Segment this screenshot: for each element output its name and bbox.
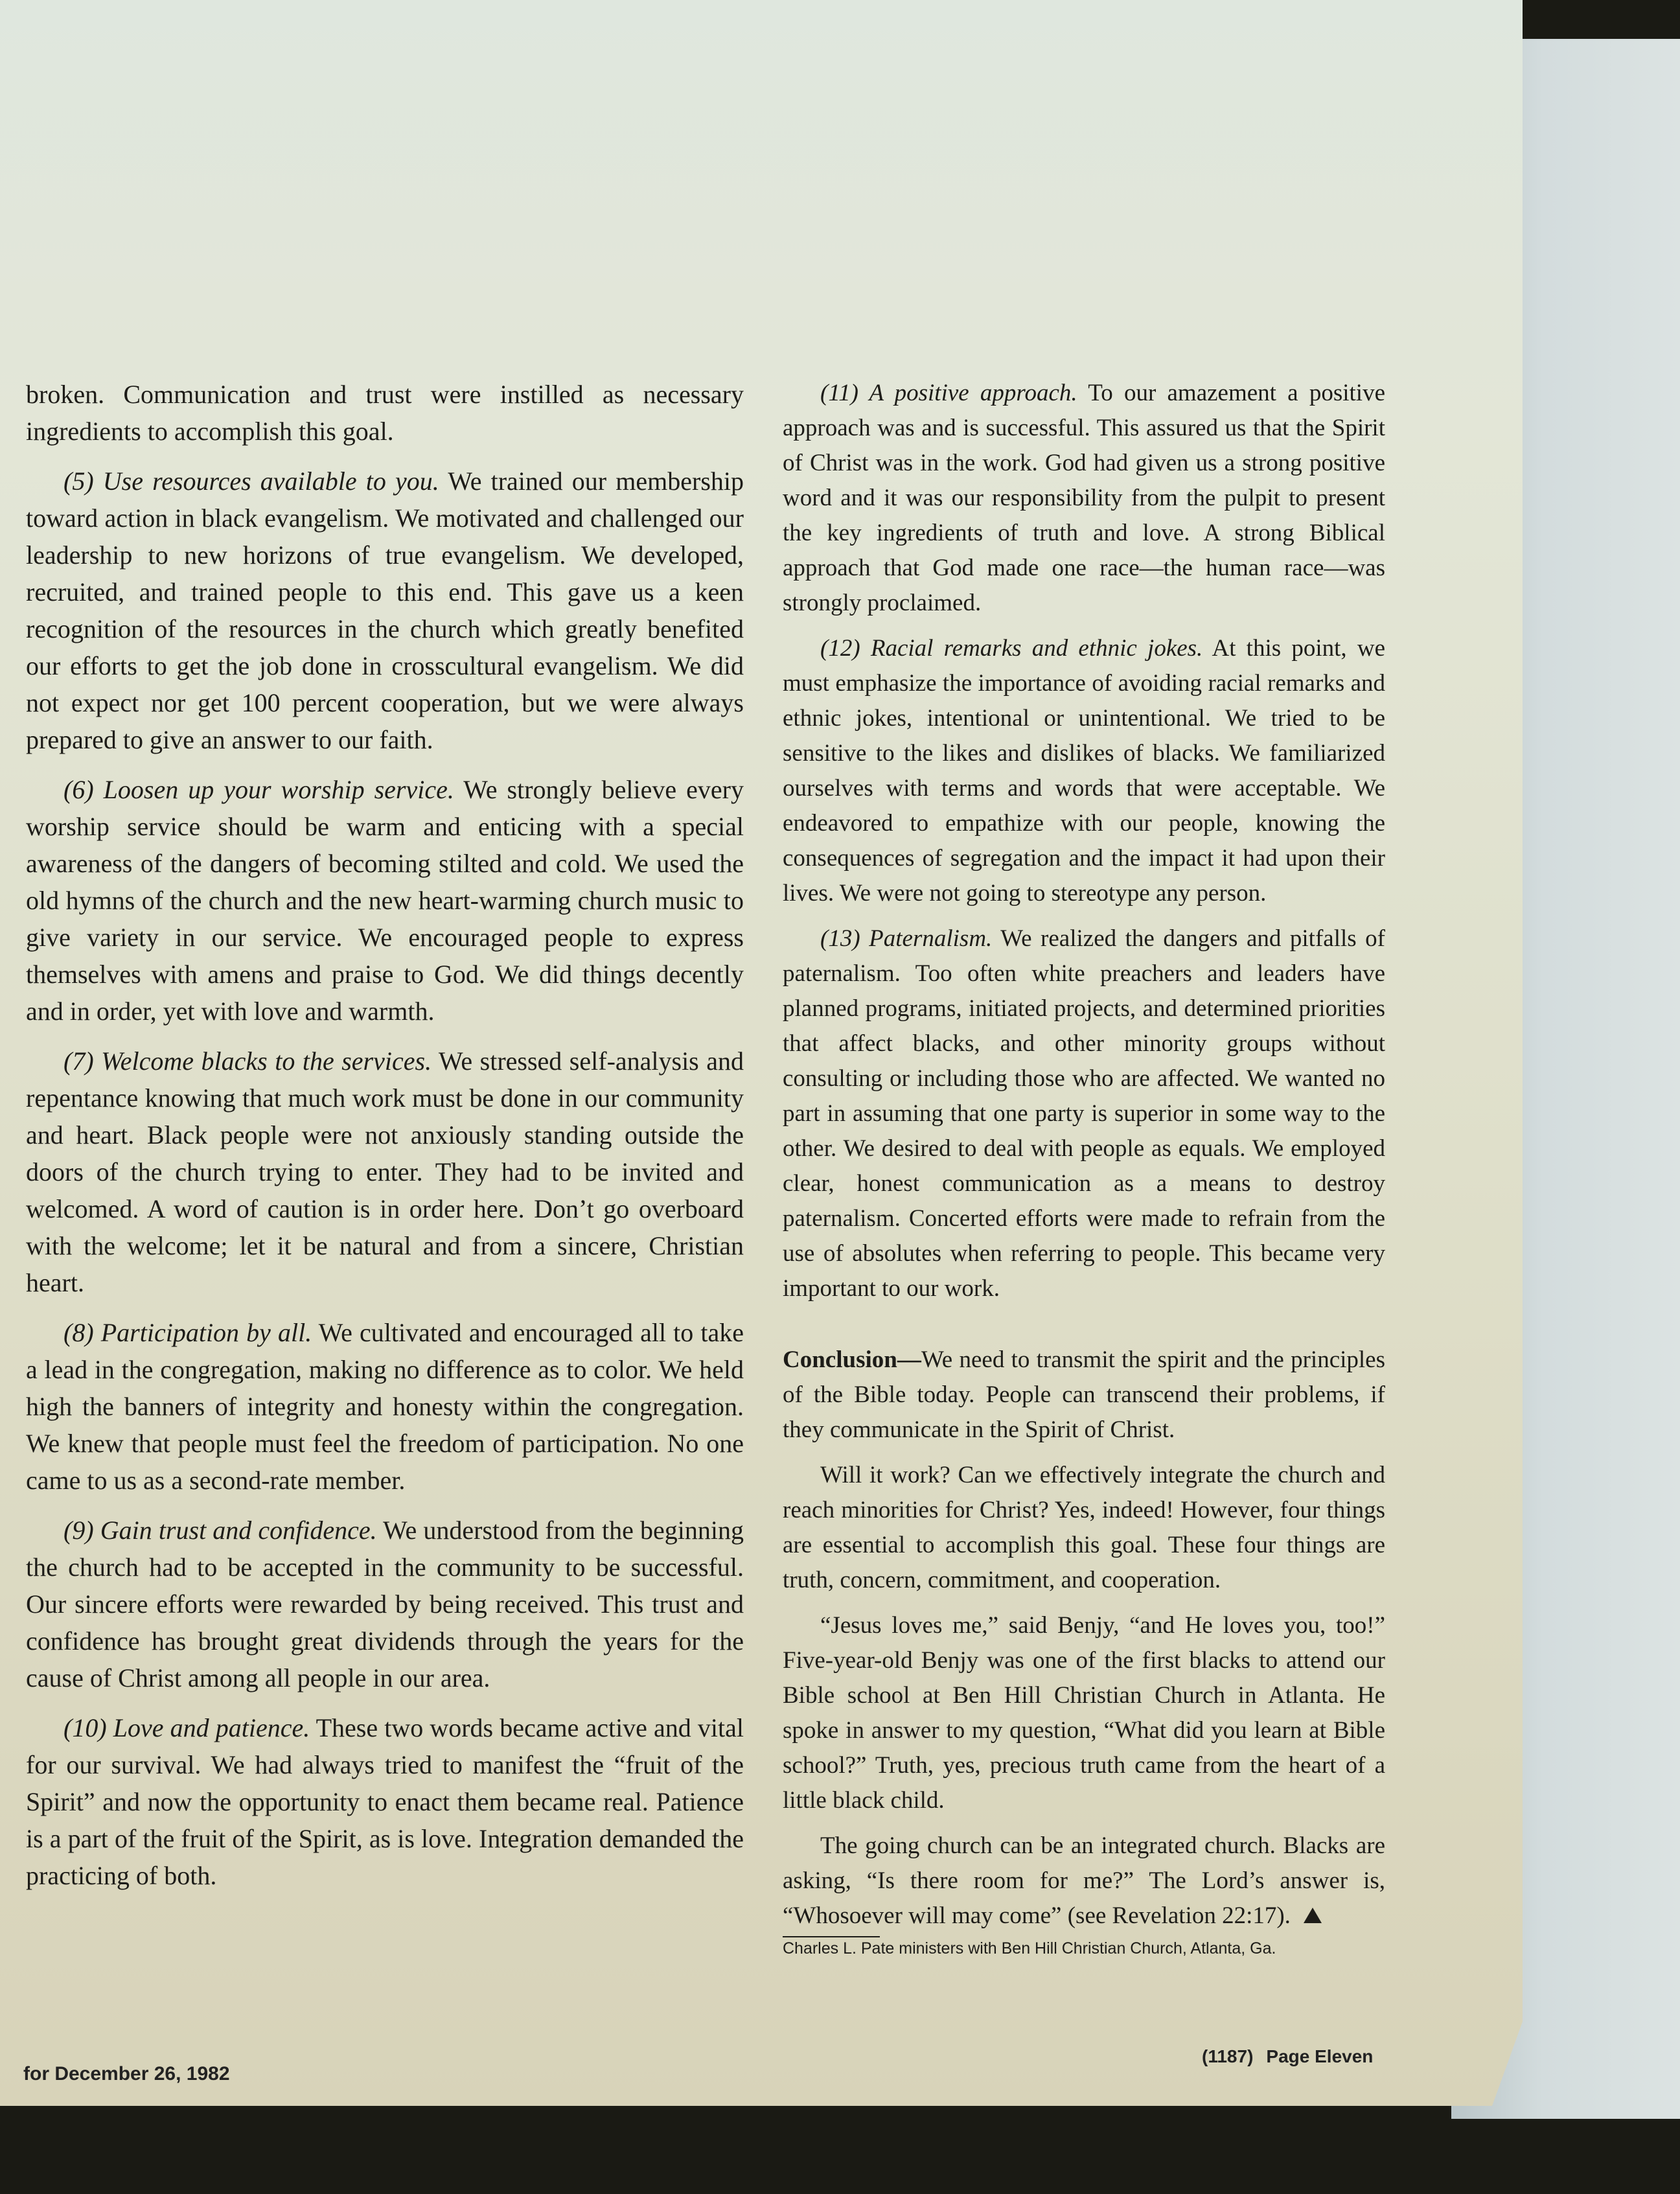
- paragraph-heading: (5) Use resources available to you.: [63, 467, 439, 496]
- right-column: [783, 376, 1385, 1958]
- paragraph-heading: (9) Gain trust and confidence.: [63, 1516, 377, 1545]
- paragraph-heading: (11) A positive approach.: [820, 380, 1077, 406]
- paragraph-text: We need to transmit the spirit and the principles of the Bible today. People can transcend their problems, if they communicate in the Spirit of Christ.: [783, 1346, 1385, 1443]
- paragraph-11: [783, 376, 1385, 621]
- paragraph-text: broken. Communication and trust were instilled as necessary ingredients to accomplish this goal.: [26, 380, 744, 446]
- paragraph-heading: (12) Racial remarks and ethnic jokes.: [820, 635, 1203, 662]
- section-gap: [783, 1317, 1385, 1343]
- paragraph-text: We trained our membership toward action in black evangelism. We motivated and challenged our leadership to new horizons of true evangelism. We developed, recruited, and trained people to this end. This gave us a keen recognition of the resources in the church which greatly benefited our efforts to get the job done in crosscultural evangelism. We did not expect nor get 100 percent cooperation, but we were always prepared to give an answer to our faith.: [26, 467, 744, 754]
- paragraph-9: [26, 1512, 744, 1696]
- conclusion-paragraph-3: [783, 1608, 1385, 1818]
- paragraph-continued: [26, 376, 744, 450]
- paragraph-text: These two words became active and vital for our survival. We had always tried to manifest the “fruit of the Spirit” and now the opportunity to enact them became real. Patience is a part of the fruit of the Spirit, as is love. Integration demanded the practicing of both.: [26, 1713, 744, 1890]
- issue-date: for December 26, 1982: [23, 2063, 230, 2084]
- paragraph-7: [26, 1043, 744, 1301]
- paragraph-text: Will it work? Can we effectively integrate the church and reach minorities for Christ? Yes, indeed! However, four things are essential to accomplish this goal. These four things are truth, concern, commitment, and cooperation.: [783, 1462, 1385, 1593]
- paragraph-heading: (10) Love and patience.: [63, 1713, 310, 1742]
- author-byline: Charles L. Pate ministers with Ben Hill Christian Church, Atlanta, Ga.: [783, 1939, 1276, 1957]
- paragraph-text: At this point, we must emphasize the importance of avoiding racial remarks and ethnic jokes, intentional or unintentional. We tried to be sensitive to the likes and dislikes of blacks. We familiarized ourselves with terms and words that were acceptable. We endeavored to empathize with our people, knowing the consequences of segregation and the impact it had upon their lives. We were not going to stereotype any person.: [783, 635, 1385, 906]
- end-of-article-triangle-icon: [1304, 1908, 1322, 1923]
- conclusion-paragraph: [783, 1343, 1385, 1448]
- paragraph-text: We stressed self-analysis and repentance knowing that much work must be done in our community and heart. Black people were not anxiously standing outside the doors of the church trying to enter. They had to be invited and welcomed. A word of caution is in order here. Don’t go overboard with the welcome; let it be natural and from a sincere, Christian heart.: [26, 1046, 744, 1297]
- paragraph-text: The going church can be an integrated church. Blacks are asking, “Is there room for me?” The Lord’s answer is, “Whosoever will may come” (see Revelation 22:17).: [783, 1832, 1385, 1929]
- paragraph-text: We understood from the beginning the church had to be accepted in the community to be successful. Our sincere efforts were rewarded by being received. This trust and confidence has brought great dividends through the years for the cause of Christ among all people in our area.: [26, 1516, 744, 1692]
- byline-rule: [783, 1936, 880, 1937]
- paragraph-12: [783, 631, 1385, 911]
- paragraph-13: [783, 921, 1385, 1306]
- paragraph-text: We strongly believe every worship service should be warm and enticing with a special awareness of the dangers of becoming stilted and cold. We used the old hymns of the church and the new heart-warming church music to give variety in our service. We encouraged people to express themselves with amens and praise to God. We did things decently and in order, yet with love and warmth.: [26, 775, 744, 1026]
- paragraph-text: We cultivated and encouraged all to take a lead in the congregation, making no difference as to color. We held high the banners of integrity and honesty within the congregation. We knew that people must feel the freedom of participation. No one came to us as a second-rate member.: [26, 1318, 744, 1495]
- paragraph-10: [26, 1709, 744, 1894]
- paragraph-8: [26, 1314, 744, 1499]
- paragraph-text: To our amazement a positive approach was and is successful. This assured us that the Spirit of Christ was in the work. God had given us a strong positive word and it was our responsibility from the pulpit to present the key ingredients of truth and love. A strong Biblical approach that God made one race—the human race—was strongly proclaimed.: [783, 380, 1385, 616]
- paragraph-6: [26, 771, 744, 1030]
- paragraph-text: We realized the dangers and pitfalls of paternalism. Too often white preachers and leaders have planned programs, initiated projects, and determined priorities that affect blacks, and other minority groups without consulting or including those who are affected. We wanted no part in assuming that one party is superior in some way to the other. We desired to deal with people as equals. We employed clear, honest communication as a means to destroy paternalism. Concerted efforts were made to refrain from the use of absolutes when referring to people. This became very important to our work.: [783, 925, 1385, 1302]
- paragraph-heading: (6) Loosen up your worship service.: [63, 775, 454, 804]
- left-column: [26, 376, 744, 1907]
- paragraph-text: “Jesus loves me,” said Benjy, “and He loves you, too!” Five-year-old Benjy was one of the first blacks to attend our Bible school at Ben Hill Christian Church in Atlanta. He spoke in answer to my question, “What did you learn at Bible school?” Truth, yes, precious truth came from the heart of a little black child.: [783, 1612, 1385, 1814]
- paragraph-5: [26, 463, 744, 758]
- paragraph-heading: (8) Participation by all.: [63, 1318, 312, 1347]
- paragraph-heading: (7) Welcome blacks to the services.: [63, 1046, 432, 1076]
- page-code: (1187): [1202, 2046, 1254, 2066]
- conclusion-paragraph-4: [783, 1829, 1385, 1934]
- conclusion-paragraph-2: [783, 1458, 1385, 1598]
- page-label: Page Eleven: [1266, 2046, 1374, 2066]
- conclusion-label: Conclusion—: [783, 1346, 921, 1373]
- paragraph-heading: (13) Paternalism.: [820, 925, 993, 952]
- page-number: [1202, 2046, 1386, 2067]
